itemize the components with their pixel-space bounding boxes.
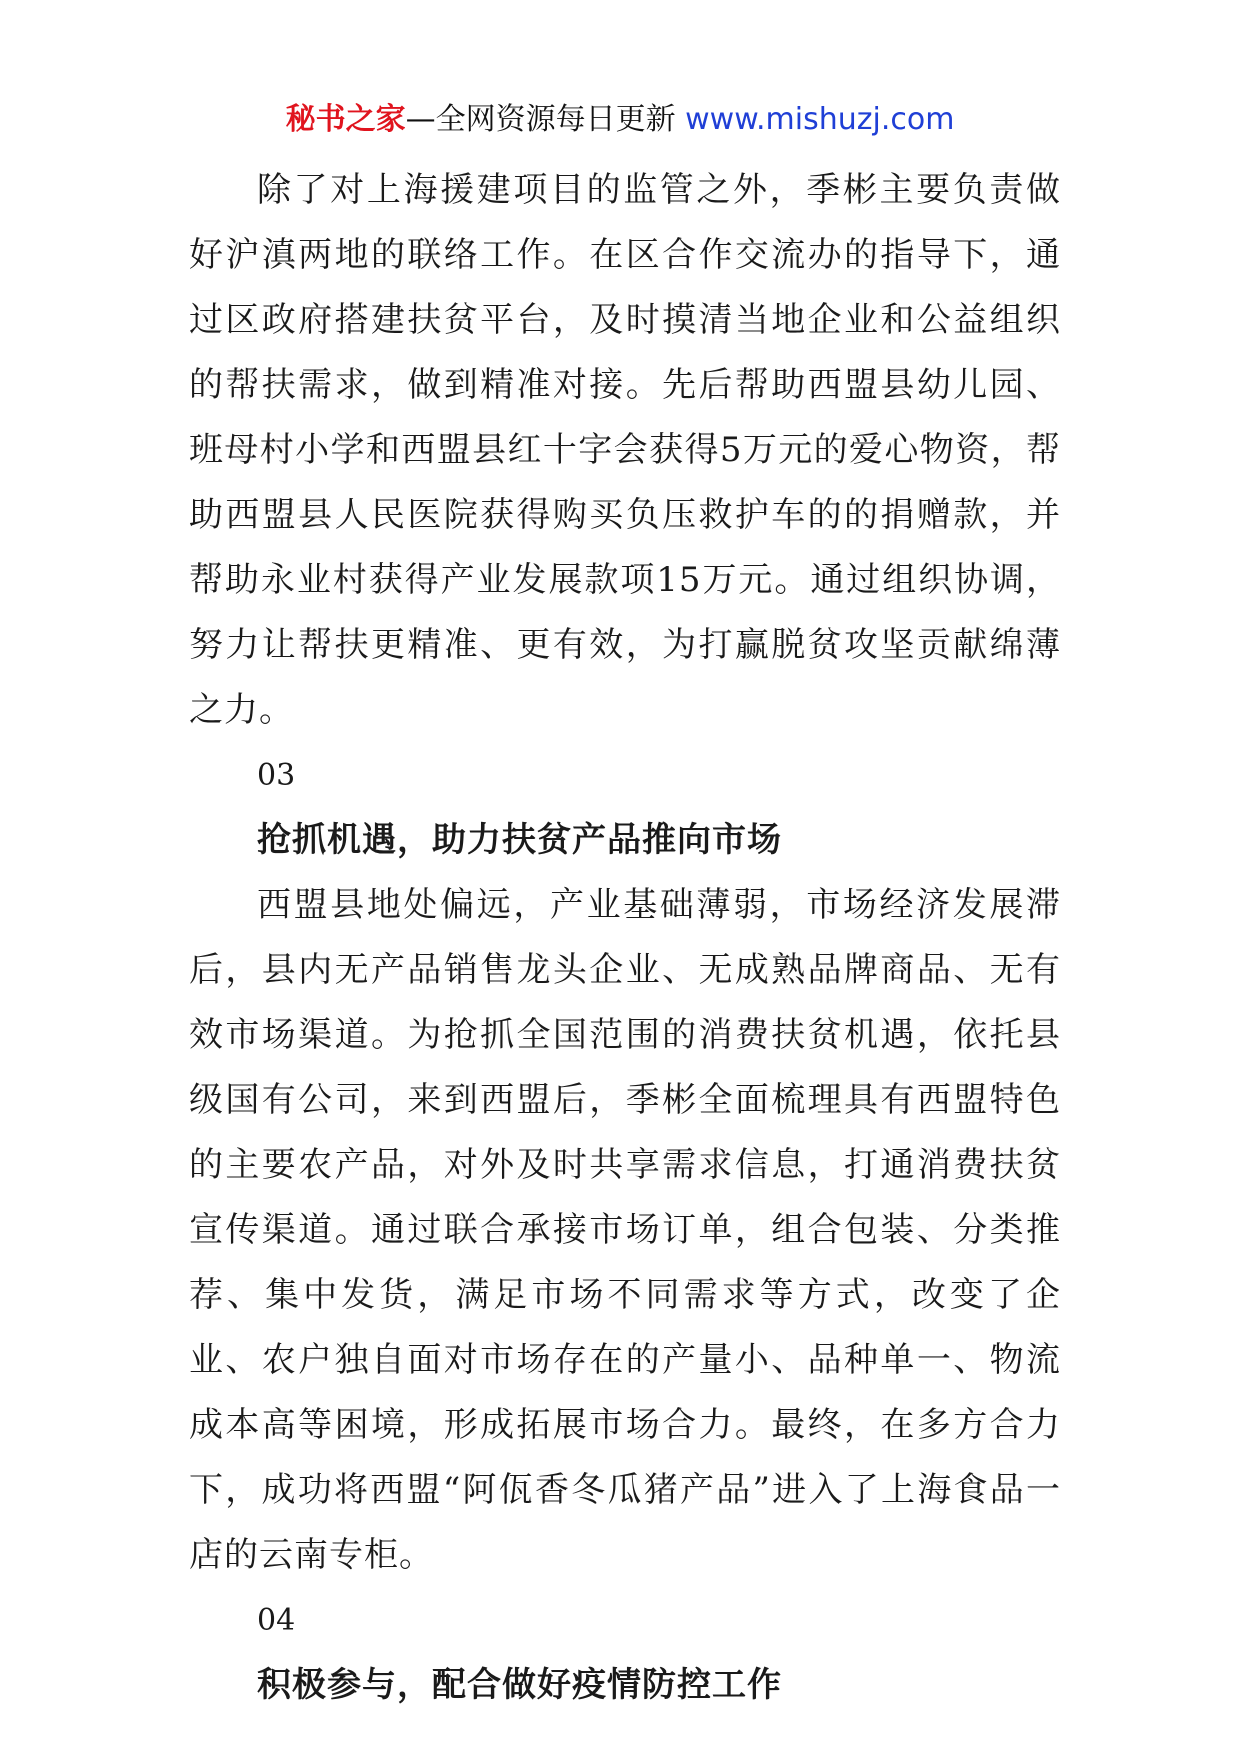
site-header <box>0 100 1240 140</box>
section-number-03: 03 <box>257 758 296 793</box>
paragraph-liaison-work: 除了对上海援建项目的监管之外，季彬主要负责做好沪滇两地的联络工作。在区合作交流办的指导下，通过区政府搭建扶贫平台，及时摸清当地企业和公益组织的帮扶需求，做到精准对接。先后帮助西盟县幼儿园、班母村小学和西盟县红十字会获得5万元的爱心物资，帮助西盟县人民医院获得购买负压救护车的的捐赠款，并帮助永业村获得产业发展款项15万元。通过组织协调，努力让帮扶更精准、更有效，为打赢脱贫攻坚贡献绵薄之力。 <box>189 170 1061 730</box>
document-body <box>189 158 1061 1718</box>
paragraph-market-channels: 西盟县地处偏远，产业基础薄弱，市场经济发展滞后，县内无产品销售龙头企业、无成熟品牌商品、无有效市场渠道。为抢抓全国范围的消费扶贫机遇，依托县级国有公司，来到西盟后，季彬全面梳理具有西盟特色的主要农产品，对外及时共享需求信息，打通消费扶贫宣传渠道。通过联合承接市场订单，组合包装、分类推荐、集中发货，满足市场不同需求等方式，改变了企业、农户独自面对市场存在的产量小、品种单一、物流成本高等困境，形成拓展市场合力。最终，在多方合力下，成功将西盟“阿佤香冬瓜猪产品”进入了上海食品一店的云南专柜。 <box>189 885 1061 1575</box>
site-tagline: —全网资源每日更新 <box>405 102 686 137</box>
site-url-link[interactable]: www.mishuzj.com <box>685 102 955 137</box>
section-heading-epidemic: 积极参与，配合做好疫情防控工作 <box>257 1665 782 1705</box>
section-number-04: 04 <box>257 1603 296 1638</box>
site-brand: 秘书之家 <box>285 102 406 137</box>
section-heading-market: 抢抓机遇，助力扶贫产品推向市场 <box>257 820 782 860</box>
